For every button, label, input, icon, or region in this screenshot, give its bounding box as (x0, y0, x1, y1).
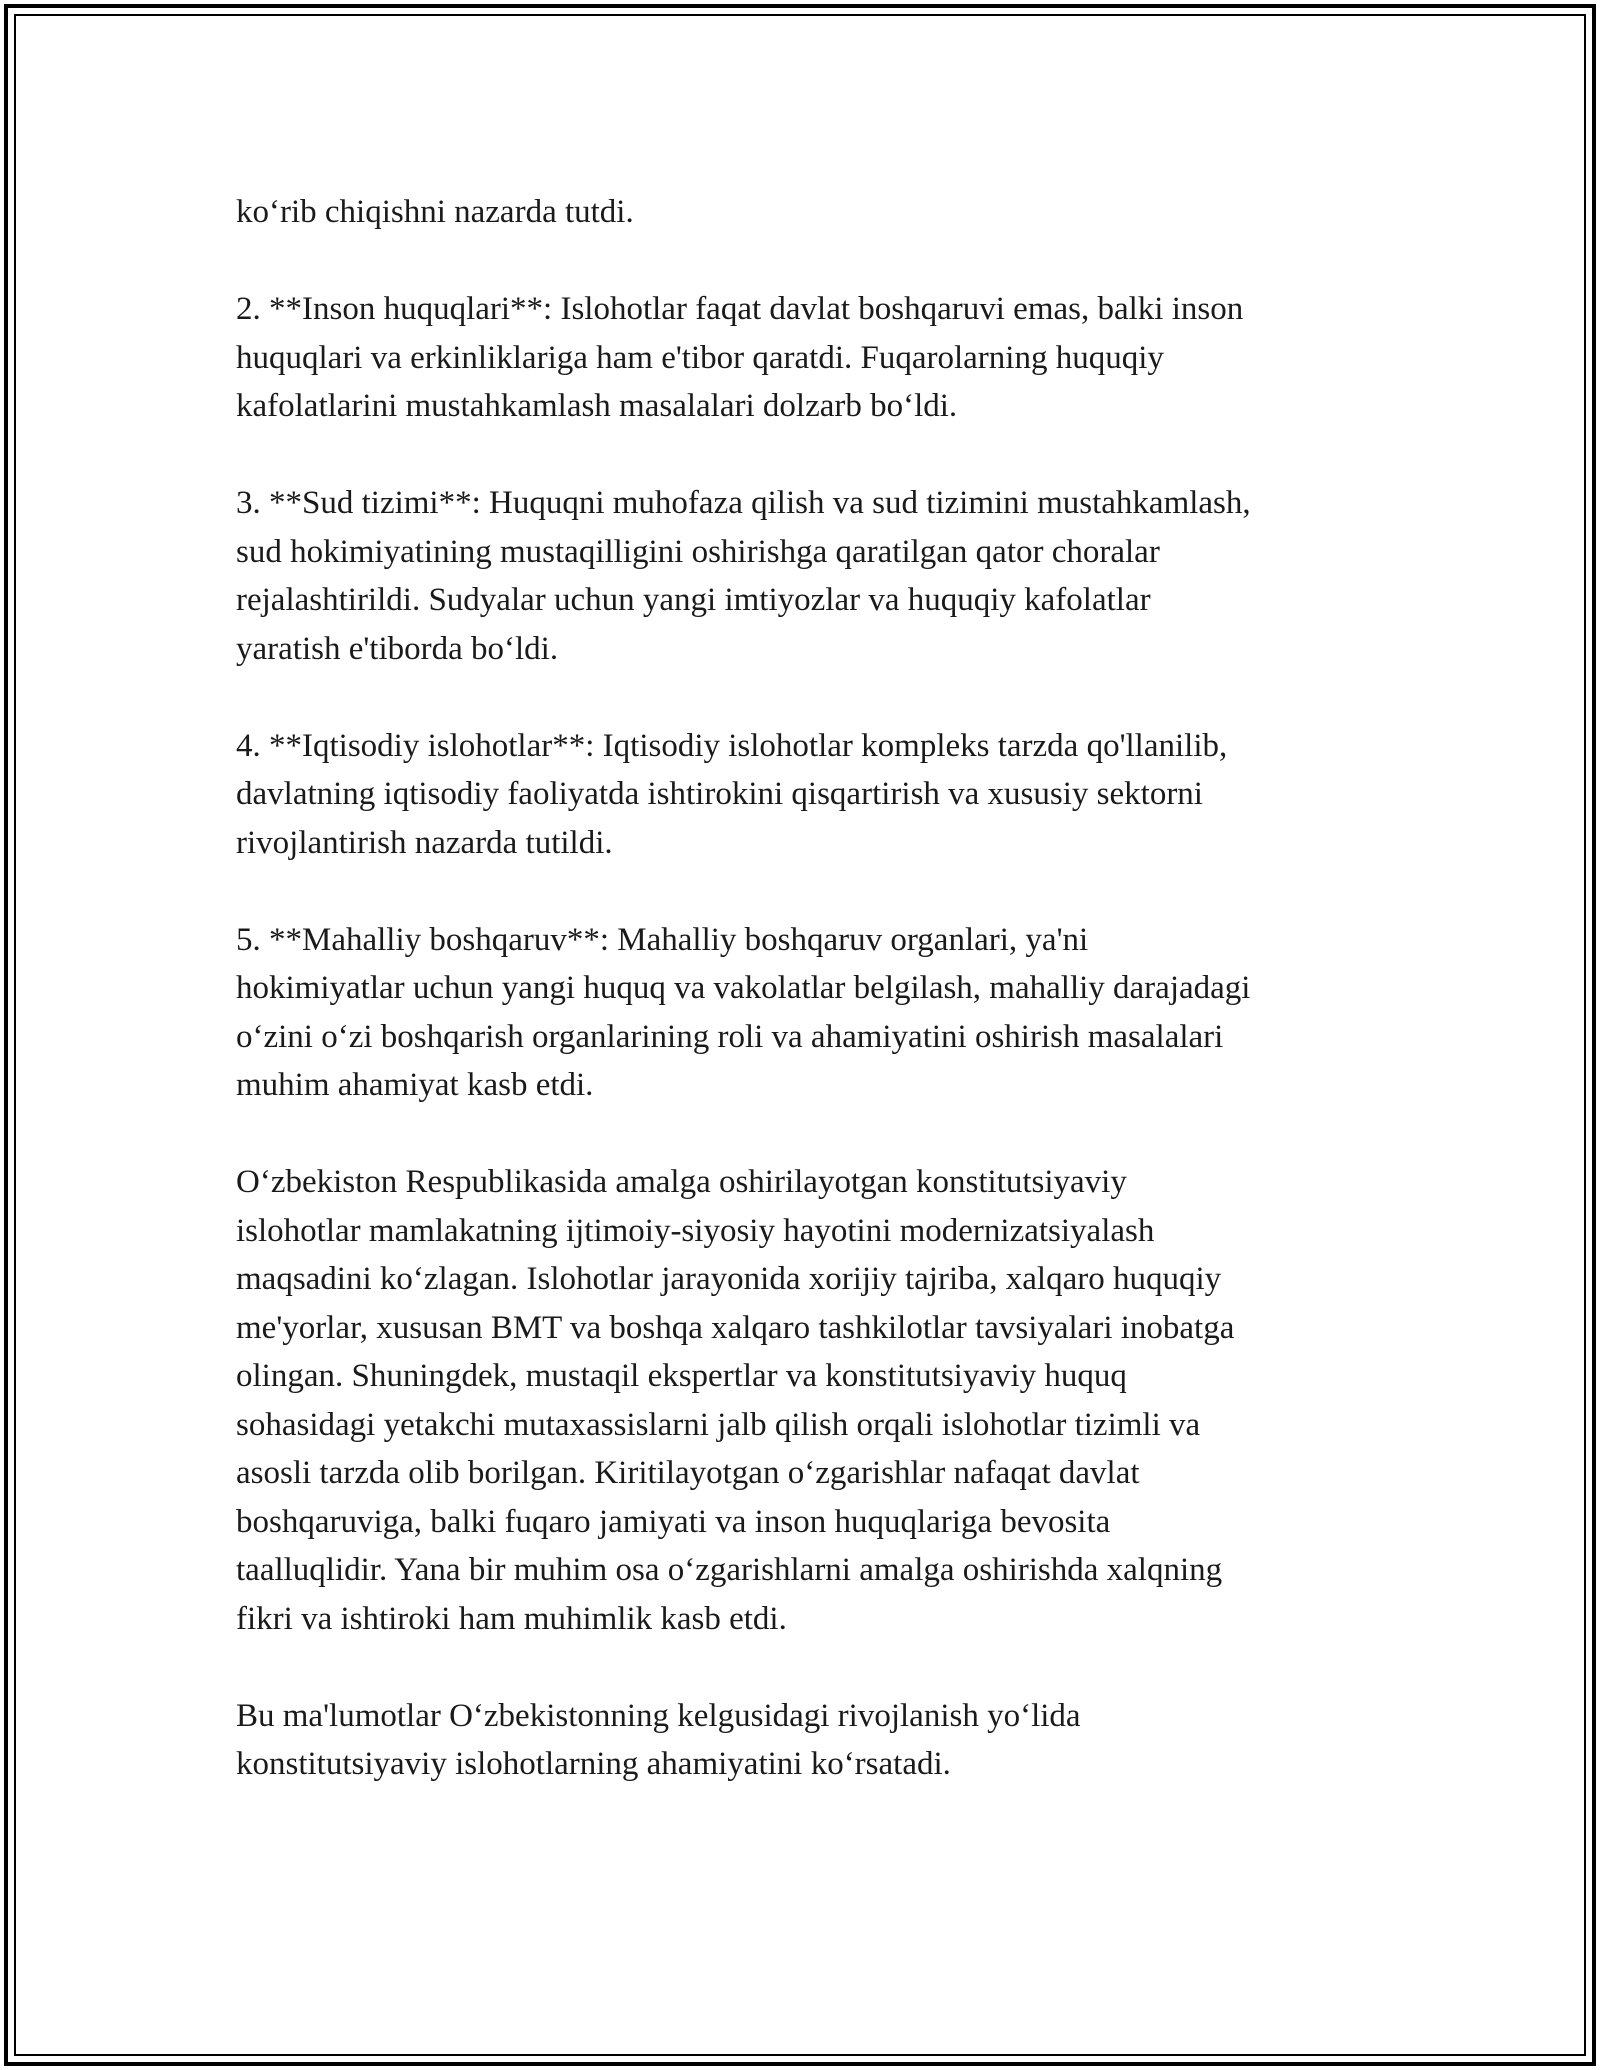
paragraph-constitutional-reforms: O‘zbekiston Respublikasida amalga oshirilayotgan konstitutsiyaviy islohotlar mamlakatning ijtimoiy-siyosiy hayotini modernizatsiyalash maqsadini ko‘zlagan. Islohotlar jarayonida xorijiy tajriba, xalqaro huquqiy me'yorlar, xususan BMT va boshqa xalqaro tashkilotlar tavsiyalari inobatga olingan. Shuningdek, mustaqil ekspertlar va konstitutsiyaviy huquq sohasidagi yetakchi mutaxassislarni jalb qilish orqali islohotlar tizimli va asosli tarzda olib borilgan. Kiritilayotgan o‘zgarishlar nafaqat davlat boshqaruviga, balki fuqaro jamiyati va inson huquqlariga bevosita taalluqlidir. Yana bir muhim osa o‘zgarishlarni amalga oshirishda xalqning fikri va ishtiroki ham muhimlik kasb etdi. (236, 1164, 1235, 1637)
paragraph-court-system: 3. **Sud tizimi**: Huquqni muhofaza qilish va sud tizimini mustahkamlash, sud hokimiyatining mustaqilligini oshirishga qaratilgan qator choralar rejalashtirildi. Sudyalar uchun yangi imtiyozlar va huquqiy kafolatlar yaratish e'tiborda bo‘ldi. (236, 485, 1251, 667)
paragraph-economic-reforms: 4. **Iqtisodiy islohotlar**: Iqtisodiy islohotlar kompleks tarzda qo'llanilib, davlatning iqtisodiy faoliyatda ishtirokini qisqartirish va xususiy sektorni rivojlantirish nazarda tutildi. (236, 727, 1228, 861)
paragraph-local-government: 5. **Mahalliy boshqaruv**: Mahalliy boshqaruv organlari, ya'ni hokimiyatlar uchun yangi huquq va vakolatlar belgilash, mahalliy darajadagi o‘zini o‘zi boshqarish organlarining roli va ahamiyatini oshirish masalalari muhim ahamiyat kasb etdi. (236, 921, 1251, 1103)
paragraph-conclusion: Bu ma'lumotlar O‘zbekistonning kelgusidagi rivojlanish yo‘lida konstitutsiyaviy islohotlarning ahamiyatini ko‘rsatadi. (236, 1697, 1081, 1782)
paragraph-human-rights: 2. **Inson huquqlari**: Islohotlar faqat davlat boshqaruvi emas, balki inson huquqlari va erkinliklariga ham e'tibor qaratdi. Fuqarolarning huquqiy kafolatlarini mustahkamlash masalalari dolzarb bo‘ldi. (236, 291, 1244, 424)
document-body (236, 188, 1386, 1789)
paragraph-continuation: ko‘rib chiqishni nazarda tutdi. (236, 194, 634, 230)
